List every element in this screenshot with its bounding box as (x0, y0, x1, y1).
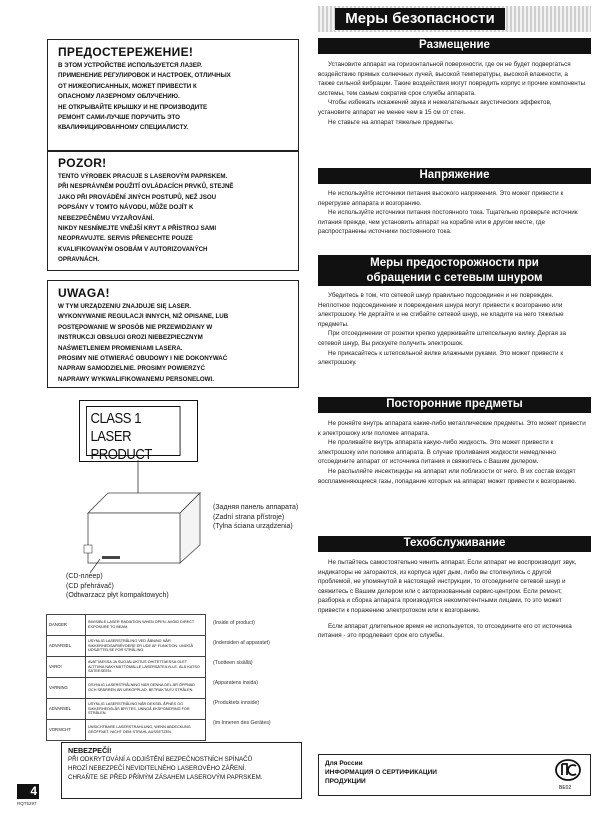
warning-title: ПРЕДОСТЕРЕЖЕНИЕ! (58, 45, 194, 59)
laser-warning-table (46, 614, 206, 741)
section-paragraph: При отсоединении от розетки крепко удерживайте штепсельную вилку. Дергая за сетевой шнур, Вы рискуете получить электрошок. (318, 330, 567, 347)
section-paragraph: Не используйте источники питания высокого напряжения. Это может привести к перегрузке аппарата и возгоранию. (318, 190, 564, 207)
page-code: RQT5297 (17, 801, 37, 806)
table-cell: USYNLIG LASERSTRÅLING VED ÅBNING NÅR SIKKERHEDSAFBRYDERE ER UDE AF FUNKTION. UNDGÅ UDSÆTTELSE FOR STRÅLING. (86, 636, 206, 657)
table-cell: USYNLIG LASERSTRÅLING NÅR DEKSEL ÅPNES OG SIKKERHEDSLÅS BRYTES. UNNGÅ EKSPONERING FOR STRÅLEN. (86, 699, 206, 720)
section-paragraph: Не пытайтесь самостоятельно чинить аппарат. Если аппарат не воспроизводит звук, индикаторы не загораются, из корпуса идет дым, либо вы столкнулись с другой проблемой, не упомянутой в настоящей инструкции, то отсоедините сетевой шнур и свяжитесь с Вашим дилером или с авторизованным сервис-центром. Если ремонт, разборка и сборка аппарата производятся некомпетентными лицами, то это может привести к поражению электротоком или к возгоранию. (318, 559, 577, 614)
warning-line: OPRAVNÁCH. (58, 256, 100, 264)
section-paragraph: Установите аппарат на горизонтальной поверхности, где он не будет подвергаться воздействию прямых солнечных лучей, высокой температуры, высокой влажности, а также сильной вибрации. Такие воздействия могут повредить корпус и прочие компоненты системы, тем самым сократив срок службы аппарата. (318, 61, 586, 97)
bottom-warning-line: HROZÍ NEBEZPEČÍ NEVIDITELNÉHO LASEROVÉHO ZÁŘENÍ. (68, 765, 247, 772)
table-row (47, 720, 206, 741)
table-note: (Apparatens insida) (213, 680, 258, 686)
warning-line: JAKO PŘI PROVÁDĚNÍ JINÝCH POSTUPŮ, NEŽ JSOU (58, 193, 217, 201)
warning-line: POSTĘPOWANIE W SPOSÓB NIE PRZEWIDZIANY W (58, 323, 213, 331)
cd-player-illustration (70, 455, 210, 575)
warning-box-pl (47, 280, 299, 388)
section-body (318, 558, 586, 641)
player-note: (CD-плеер) (66, 573, 103, 580)
section-paragraph: Не распыляйте инсектициды на аппарат или поблизости от него. В их состав входят воспламеняющиеся газы, попадание которых на аппарат может привести к возгоранию. (318, 467, 577, 485)
warning-line: WYKONYWANIE REGULACJI INNYCH, NIŻ OPISANE, LUB (58, 313, 229, 321)
laser-class-label (79, 400, 198, 462)
section-paragraph: Не ставьте на аппарат тяжелые предметы. (328, 118, 454, 126)
cert-line: ИНФОРМАЦИЯ О СЕРТИФИКАЦИИ (325, 769, 437, 776)
bottom-warning-title: NEBEZPEČÍ! (68, 746, 112, 755)
warning-line: КВАЛИФИЦИРОВАННОМУ СПЕЦИАЛИСТУ. (58, 124, 189, 132)
warning-line: ОТ НИЖЕОПИСАННЫХ, МОЖЕТ ПРИВЕСТИ К (58, 82, 197, 90)
certification-box (318, 754, 591, 796)
cert-line: Для России (325, 760, 363, 767)
section-body (318, 189, 586, 237)
player-note: (Odtwarzacz płyt kompaktowych) (66, 592, 169, 599)
table-row (47, 615, 206, 636)
page-number: 4 (17, 784, 39, 799)
cert-code: ВЕ02 (559, 785, 572, 791)
player-notes (66, 572, 169, 601)
section-paragraph: Не роняйте внутрь аппарата какие-либо металлические предметы. Это может привести к электрошоку или поломке аппарата. (318, 420, 586, 437)
table-cell: DANGER (47, 615, 86, 636)
warning-line: POPSÁNY V TOMTO NÁVODU, MŮŽE DOJÍT K (58, 204, 194, 212)
cert-text (325, 759, 584, 786)
warning-line: INSTRUKCJI OBSŁUGI GROZI NIEBEZPIECZNYM (58, 334, 203, 342)
warning-line: ОПАСНОМУ ЛАЗЕРНОМУ ОБЛУЧЕНИЮ. (58, 93, 180, 101)
warning-title: UWAGA! (58, 286, 110, 300)
table-note: (Inside of product) (213, 620, 255, 626)
section-paragraph: Не используйте источники питания постоянного тока. Тщательно проверьте источник питания прежде, чем установить аппарат на корабле или в другом месте, где распространены источники постоянного тока. (318, 209, 578, 236)
section-paragraph: Не проливайте внутрь аппарата какую-либо жидкость. Это может привести к электрошоку или поломке аппарата. В случае проливания жидкости немедленно отсоедините аппарат от источника питания и свяжитесь с Вашим дилером. (318, 439, 556, 466)
table-cell: VORSICHT (47, 720, 86, 741)
section-title: Техобслуживание (318, 536, 591, 552)
section-paragraph: Чтобы избежать искажений звука и нежелательных акустических эффектов, установите аппарат не менее чем в 15 см от стен. (318, 99, 552, 116)
warning-line: НЕ ОТКРЫВАЙТЕ КРЫШКУ И НЕ ПРОИЗВОДИТЕ (58, 103, 208, 111)
table-cell: ADVARSEL (47, 636, 86, 657)
table-row (47, 678, 206, 699)
table-cell: VARNING (47, 678, 86, 699)
warning-line: NIKDY NESNÍMEJTE VNĚJŠÍ KRYT A PŘÍSTROJ SAMI (58, 225, 217, 233)
warning-line: NAŚWIETLENIEM PROMIENIAMI LASERA. (58, 344, 183, 352)
table-row (47, 657, 206, 678)
table-row (47, 699, 206, 720)
table-cell: ADVARSEL (47, 699, 86, 720)
table-note: (Tuotteen sisällä) (213, 660, 253, 666)
warning-line: РЕМОНТ САМИ-ЛУЧШЕ ПОРУЧИТЬ ЭТО (58, 114, 180, 122)
laser-label-line1: CLASS 1 (90, 411, 142, 427)
warning-box-cz (47, 151, 299, 271)
warning-title: POZOR! (58, 156, 107, 170)
table-cell: OSYNLIG LASERSTRÅLNING NÄR DENNA DEL ÄR ÖPPNAD OCH SPÄRREN ÄR URKOPPLAD. BETRAKTA EJ STRÅLEN. (86, 678, 206, 699)
laser-label-line2: LASER PRODUCT (90, 429, 152, 463)
warning-line: PŘI NESPRÁVNÉM POUŽITÍ OVLÁDACÍCH PRVKŮ, STEJNĚ (58, 183, 234, 191)
warning-line: PROSIMY NIE OTWIERAĆ OBUDOWY I NIE DOKONYWAĆ (58, 355, 228, 363)
section-body (318, 419, 586, 486)
section-paragraph: Не прикасайтесь к штепсельной вилке влажными руками. Это может привести к электрошоку. (318, 349, 564, 367)
table-cell: INVISIBLE LASER RADIATION WHEN OPEN. AVOID DIRECT EXPOSURE TO BEAM. (86, 615, 206, 636)
panel-note: (Tylna ściana urządzenia) (213, 523, 293, 530)
cert-line: ПРОДУКЦИИ (325, 778, 366, 785)
warning-line: W TYM URZĄDZENIU ZNAJDUJE SIĘ LASER. (58, 303, 192, 310)
table-cell: VARO! (47, 657, 86, 678)
section-body (318, 291, 586, 368)
warning-line: ПРИМЕНЕНИЕ РЕГУЛИРОВОК И НАСТРОЕК, ОТЛИЧНЫХ (58, 72, 231, 80)
section-title: Напряжение (318, 168, 591, 184)
page-title: Меры безопасности (335, 8, 505, 30)
warning-line: NAPRAW SAMODZIELNIE. PROSIMY POWIERZYĆ (58, 365, 206, 373)
table-note: (Produktets innside) (213, 700, 260, 706)
section-title: Меры предосторожности при обращении с сетевым шнуром (318, 255, 591, 286)
section-body (318, 60, 586, 127)
warning-line: NEBEZPEČNÉMU VYZAŘOVÁNÍ. (58, 214, 154, 222)
bottom-warning-box (61, 742, 302, 799)
table-row (47, 636, 206, 657)
panel-note: (Задняя панель аппарата) (213, 504, 299, 511)
table-note: (im Inneren des Gerätes) (213, 720, 271, 726)
player-note: (CD přehrávač) (66, 582, 114, 590)
certification-mark-icon (555, 759, 581, 781)
section-title: Посторонние предметы (318, 397, 591, 413)
section-paragraph: Убедитесь в том, что сетевой шнур правильно подсоединен и не поврежден. Неплотное подсоединение и повреждения шнура могут привести к возгоранию или электрошоку. Не дергайте и не сгибайте сетевой шнур, не кладите на него тяжелые предметы. (318, 292, 564, 328)
panel-note: (Zadní strana přístroje) (213, 513, 285, 521)
table-note: (Indersiden af apparatet) (213, 640, 270, 646)
bottom-warning-line: PŘI ODKRYTOVÁNÍ A ODJIŠTĚNÍ BEZPEČNOSTNÍCH SPÍNAČŮ (68, 756, 253, 763)
section-paragraph: Если аппарат длительное время не используется, то отсоедините его от источника питания - это продлевает срок его службы. (318, 622, 572, 640)
table-cell: AVATTAESSA JA SUOJALUKITUS OHITETTAESSA OLET ALTTIINA NÄKYMÄTTÖMÄLLE LASERSÄTEILYLLE. ÄLÄ KATSO SÄTEESEEN. (86, 657, 206, 678)
warning-line: В ЭТОМ УСТРОЙСТВЕ ИСПОЛЬЗУЕТСЯ ЛАЗЕР. (58, 62, 202, 69)
warning-line: NAPRAWY WYKWALIFIKOWANEMU PERSONELOWI. (58, 375, 214, 383)
warning-line: KVALIFIKOVANÝM OSOBÁM V AUTORIZOVANÝCH (58, 245, 208, 253)
warning-line: NEOPRAVUJTE. SERVIS PŘENECHTE POUZE (58, 235, 193, 243)
bottom-warning-line: CHRAŇTE SE PŘED PŘÍMÝM ZÁSAHEM LASEROVÝM PAPRSKEM. (68, 774, 263, 781)
section-title: Размещение (318, 38, 591, 54)
panel-notes (213, 503, 298, 532)
warning-box-ru (47, 39, 299, 151)
table-cell: UNSICHTBARE LASERSTRAHLUNG, WENN ABDECKUNG GEÖFFNET. NICHT DEM STRAHL AUSSETZEN. (86, 720, 206, 741)
warning-line: TENTO VÝROBEK PRACUJE S LASEROVÝM PAPRSKEM. (58, 173, 228, 180)
